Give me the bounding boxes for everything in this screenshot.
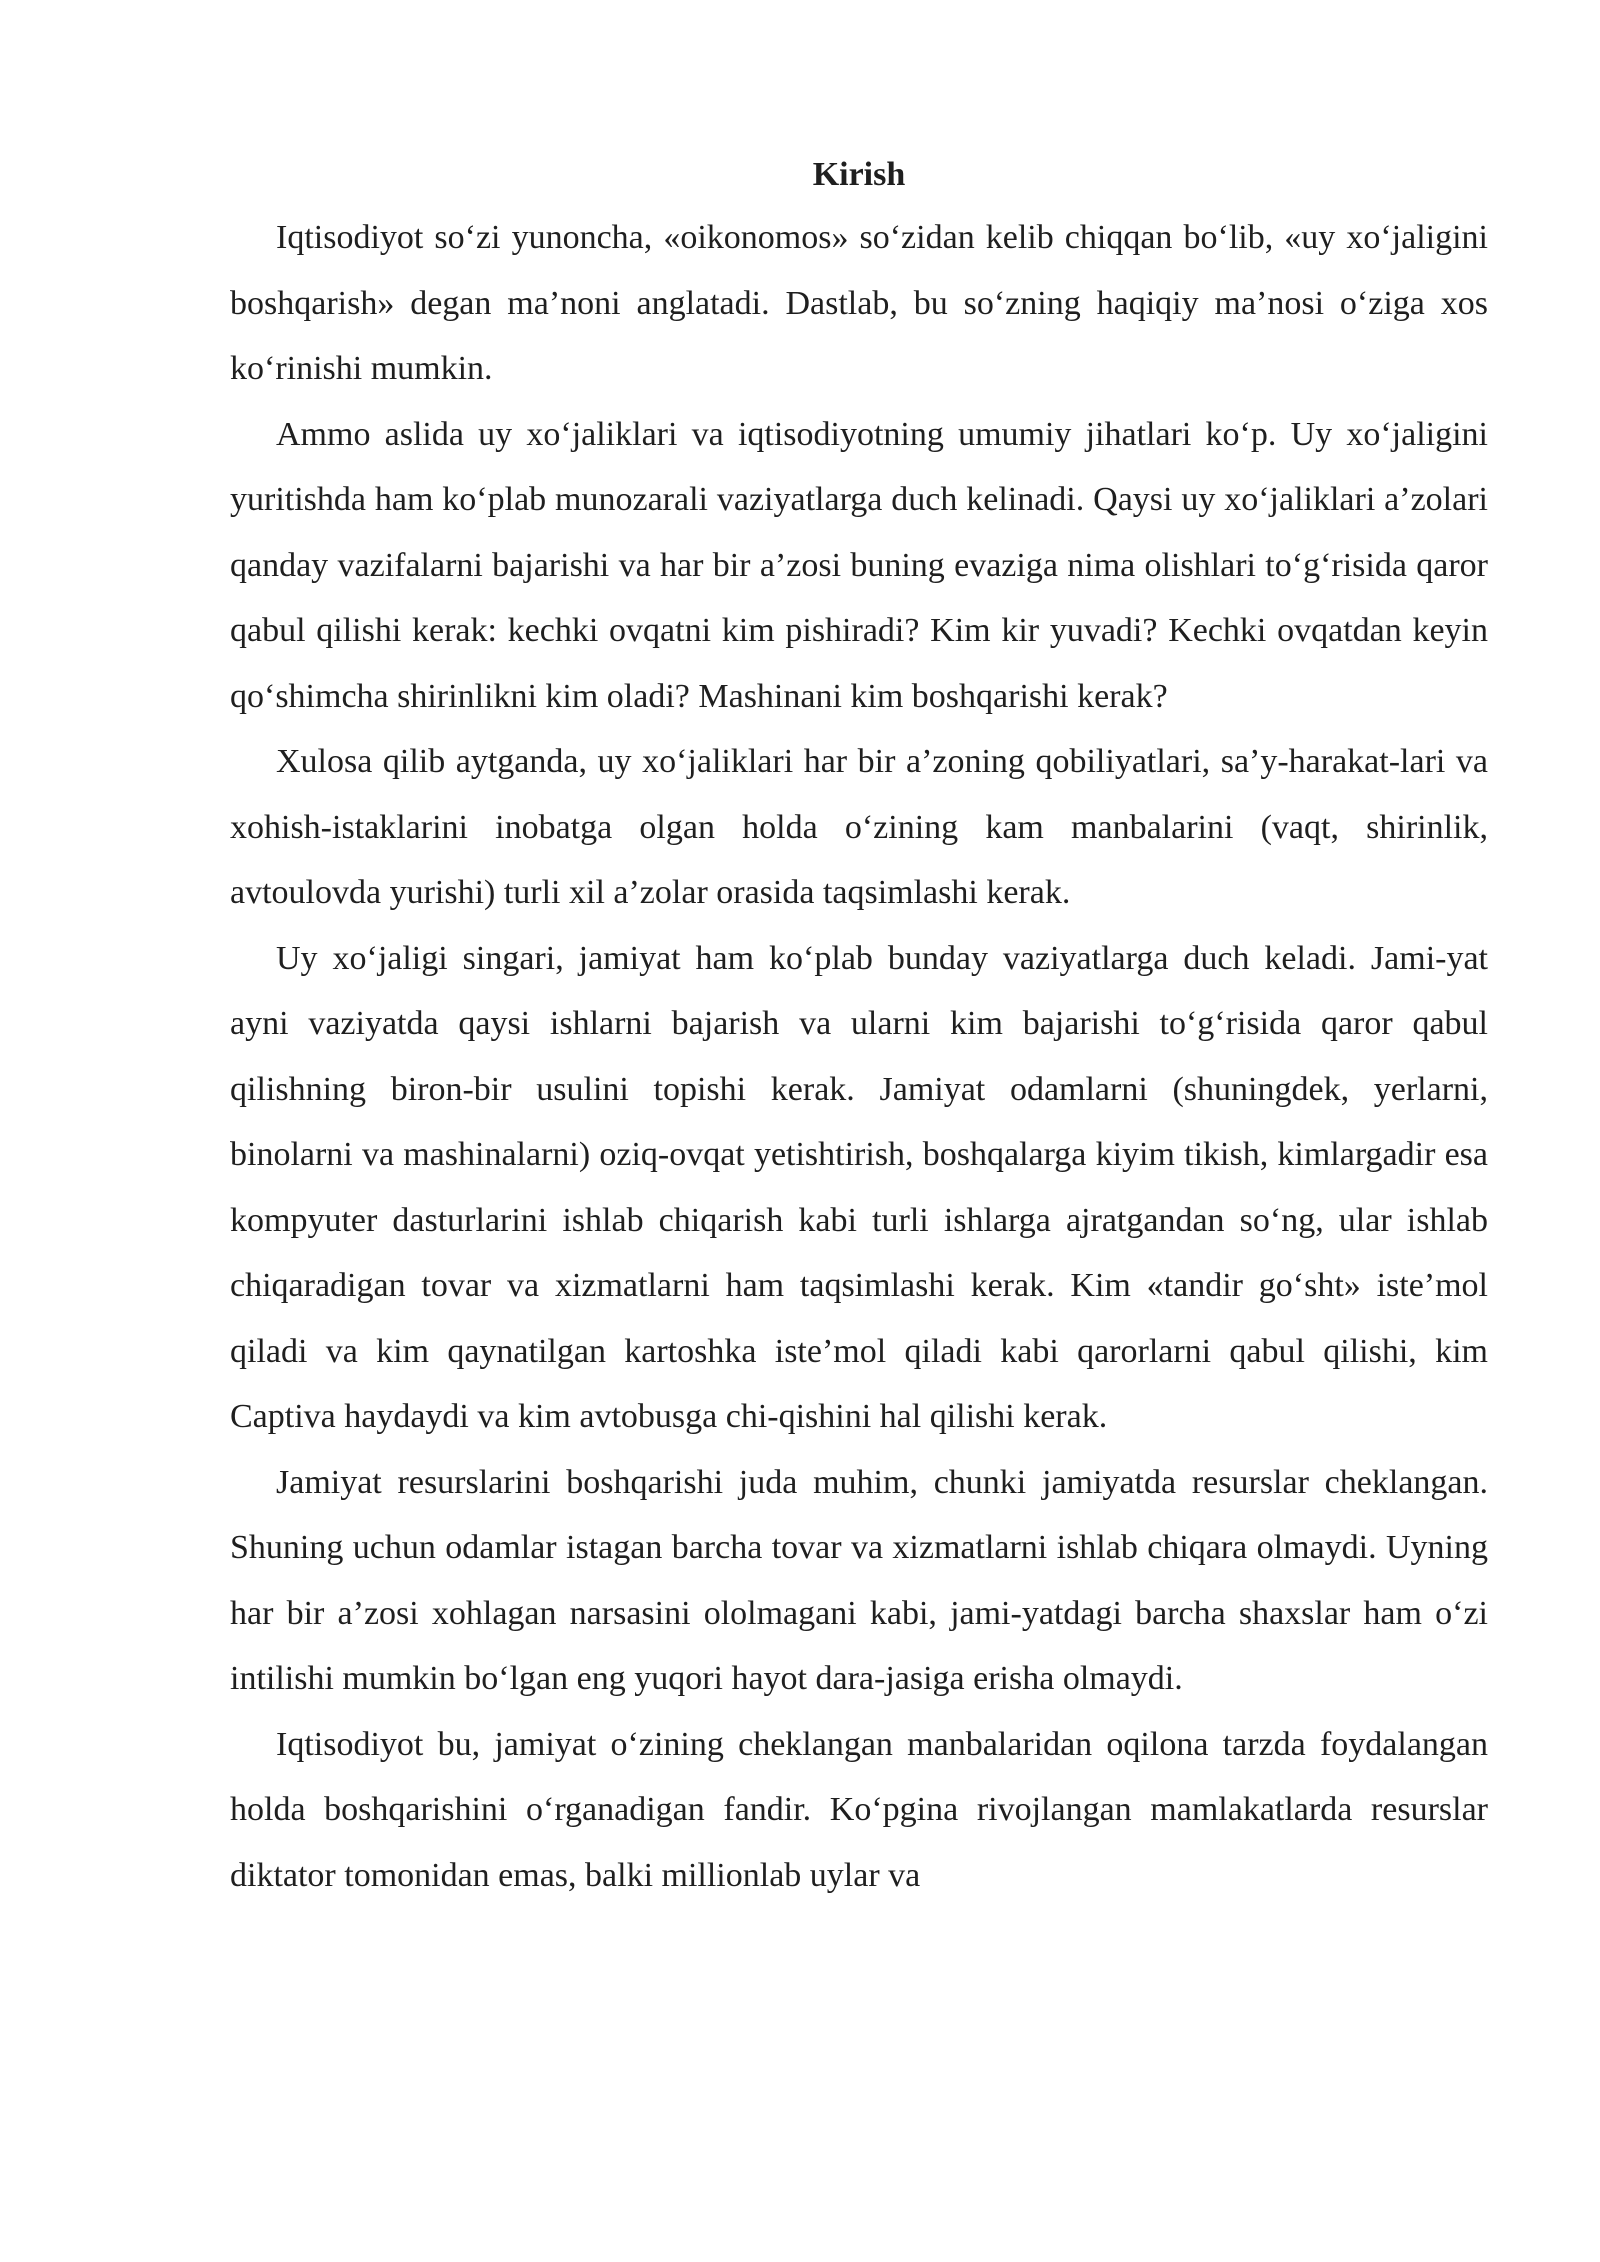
paragraph-4: Uy xo‘jaligi singari, jamiyat ham ko‘plab bunday vaziyatlarga duch keladi. Jami-yat ayni vaziyatda qaysi ishlarni bajarish va ularni kim bajarishi to‘g‘risida qaror qabul qilishning biron-bir usulini topishi kerak. Jamiyat odamlarni (shuningdek, yerlarni, binolarni va mashinalarni) oziq-ovqat yetishtirish, boshqalarga kiyim tikish, kimlargadir esa kompyuter dasturlarini ishlab chiqarish kabi turli ishlarga ajratgandan so‘ng, ular ishlab chiqaradigan tovar va xizmatlarni ham taqsimlashi kerak. Kim «tandir go‘sht» iste’mol qiladi va kim qaynatilgan kartoshka iste’mol qiladi kabi qarorlarni qabul qilishi, kim Captiva haydaydi va kim avtobusga chi-qishini hal qilishi kerak.	[230, 939, 1488, 1435]
paragraph-2: Ammo aslida uy xo‘jaliklari va iqtisodiyotning umumiy jihatlari ko‘p. Uy xo‘jaligini yuritishda ham ko‘plab munozarali vaziyatlarga duch kelinadi. Qaysi uy xo‘jaliklari a’zolari qanday vazifalarni bajarishi va har bir a’zosi buning evaziga nima olishlari to‘g‘risida qaror qabul qilishi kerak: kechki ovqatni kim pishiradi? Kim kir yuvadi? Kechki ovqatdan keyin qo‘shimcha shirinlikni kim oladi? Mashinani kim boshqarishi kerak?	[230, 415, 1488, 715]
paragraph-1: Iqtisodiyot so‘zi yunoncha, «oikonomos» so‘zidan kelib chiqqan bo‘lib, «uy xo‘jaligini boshqarish» degan ma’noni anglatadi. Dastlab, bu so‘zning haqiqiy ma’nosi o‘ziga xos ko‘rinishi mumkin.	[230, 219, 1488, 387]
paragraph-5: Jamiyat resurslarini boshqarishi juda muhim, chunki jamiyatda resurslar cheklangan. Shuning uchun odamlar istagan barcha tovar va xizmatlarni ishlab chiqara olmaydi. Uyning har bir a’zosi xohlagan narsasini ololmagani kabi, jami-yatdagi barcha shaxslar ham o‘zi intilishi mumkin bo‘lgan eng yuqori hayot dara-jasiga erisha olmaydi.	[230, 1463, 1488, 1697]
document-body	[230, 145, 1488, 1908]
paragraph-6: Iqtisodiyot bu, jamiyat o‘zining cheklangan manbalaridan oqilona tarzda foydalangan holda boshqarishini o‘rganadigan fandir. Ko‘pgina rivojlangan mamlakatlarda resurslar diktator tomonidan emas, balki millionlab uylar va	[230, 1725, 1488, 1894]
paragraph-3: Xulosa qilib aytganda, uy xo‘jaliklari har bir a’zoning qobiliyatlari, sa’y-harakat-lari va xohish-istaklarini inobatga olgan holda o‘zining kam manbalarini (vaqt, shirinlik, avtoulovda yurishi) turli xil a’zolar orasida taqsimlashi kerak.	[230, 743, 1488, 911]
section-title: Kirish	[812, 156, 906, 193]
